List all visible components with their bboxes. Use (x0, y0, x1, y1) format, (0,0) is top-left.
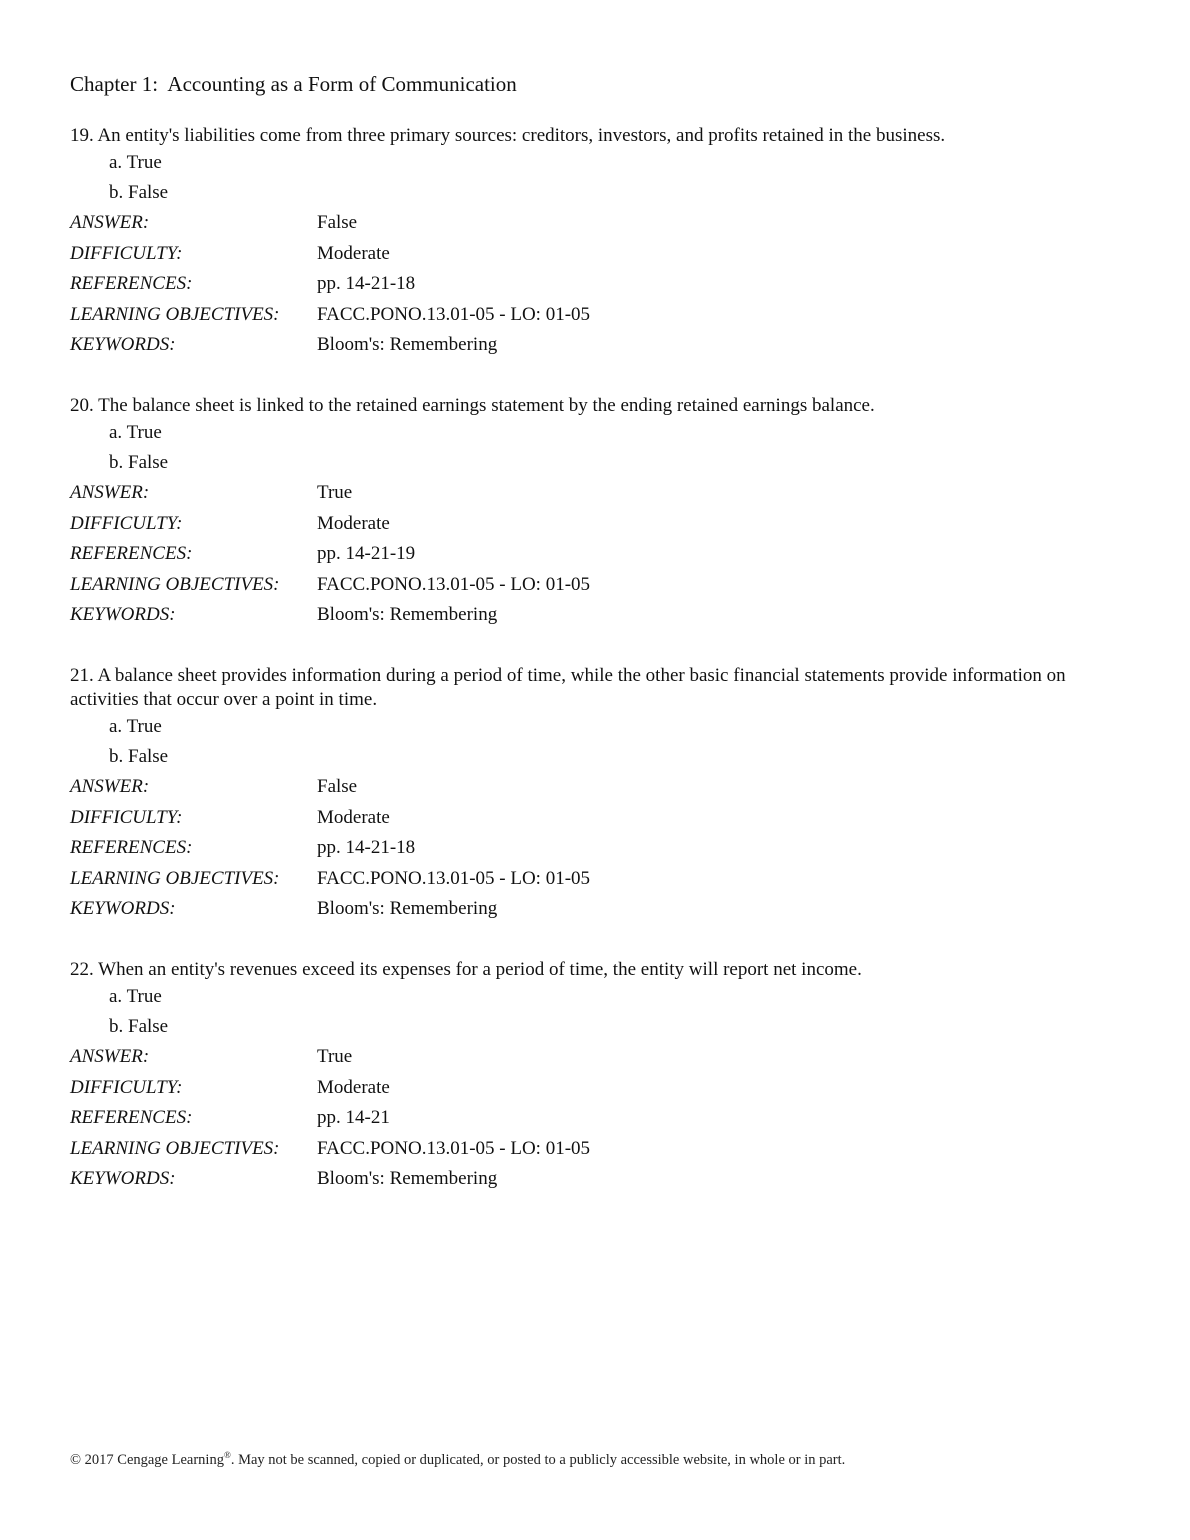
learning-objectives-row (70, 864, 1130, 895)
difficulty-row (70, 803, 1130, 834)
learning-objectives-label: LEARNING OBJECTIVES: (70, 573, 280, 595)
learning-objectives-value: FACC.PONO.13.01-05 - LO: 01-05 (317, 573, 591, 595)
learning-objectives-label: LEARNING OBJECTIVES: (70, 1137, 280, 1159)
question-text: 21. A balance sheet provides information during a period of time, while the other basic financial statements provide information on activities that occur over a point in time. (70, 665, 1066, 710)
answer-row (70, 478, 1130, 509)
answer-value: False (317, 212, 358, 233)
learning-objectives-value: FACC.PONO.13.01-05 - LO: 01-05 (317, 303, 591, 325)
references-label: REFERENCES: (70, 837, 193, 858)
keywords-value: Bloom's: Remembering (317, 1168, 498, 1189)
answer-row (70, 772, 1130, 803)
learning-objectives-label: LEARNING OBJECTIVES: (70, 867, 280, 889)
answer-value: True (317, 482, 353, 503)
question-20 (70, 394, 1130, 631)
keywords-label: KEYWORDS: (70, 898, 176, 919)
references-row (70, 833, 1130, 864)
answer-value: True (317, 1046, 353, 1067)
difficulty-label: DIFFICULTY: (70, 806, 183, 828)
difficulty-row (70, 1073, 1130, 1104)
learning-objectives-row (70, 300, 1130, 331)
keywords-row (70, 1164, 1130, 1195)
keywords-label: KEYWORDS: (70, 1168, 176, 1189)
learning-objectives-row (70, 570, 1130, 601)
difficulty-value: Moderate (317, 242, 390, 264)
keywords-label: KEYWORDS: (70, 604, 176, 625)
option-true: a. True (109, 422, 162, 443)
question-text: 20. The balance sheet is linked to the retained earnings statement by the ending retained earnings balance. (70, 395, 875, 416)
option-false: b. False (109, 1016, 169, 1037)
difficulty-label: DIFFICULTY: (70, 242, 183, 264)
answer-label: ANSWER: (70, 482, 150, 503)
answer-row (70, 208, 1130, 239)
learning-objectives-value: FACC.PONO.13.01-05 - LO: 01-05 (317, 1137, 591, 1159)
difficulty-value: Moderate (317, 512, 390, 534)
references-label: REFERENCES: (70, 543, 193, 564)
option-false: b. False (109, 452, 169, 473)
difficulty-row (70, 239, 1130, 270)
learning-objectives-row (70, 1134, 1130, 1165)
keywords-row (70, 330, 1130, 361)
difficulty-value: Moderate (317, 806, 390, 828)
learning-objectives-value: FACC.PONO.13.01-05 - LO: 01-05 (317, 867, 591, 889)
references-row (70, 269, 1130, 300)
question-21 (70, 664, 1130, 925)
keywords-row (70, 894, 1130, 925)
page-title: Chapter 1: Accounting as a Form of Communication (70, 72, 517, 96)
references-label: REFERENCES: (70, 273, 193, 294)
question-text: 22. When an entity's revenues exceed its expenses for a period of time, the entity will report net income. (70, 959, 862, 980)
option-false: b. False (109, 182, 169, 203)
option-true: a. True (109, 716, 162, 737)
references-value: pp. 14-21-18 (317, 837, 416, 858)
answer-row (70, 1042, 1130, 1073)
question-22 (70, 958, 1130, 1195)
question-text: 19. An entity's liabilities come from three primary sources: creditors, investors, and profits retained in the business. (70, 125, 946, 146)
difficulty-label: DIFFICULTY: (70, 512, 183, 534)
option-false: b. False (109, 746, 169, 767)
references-value: pp. 14-21 (317, 1107, 390, 1128)
answer-label: ANSWER: (70, 776, 150, 797)
difficulty-row (70, 509, 1130, 540)
keywords-label: KEYWORDS: (70, 334, 176, 355)
references-row (70, 539, 1130, 570)
difficulty-value: Moderate (317, 1076, 390, 1098)
registered-mark: ® (223, 1450, 231, 1461)
keywords-value: Bloom's: Remembering (317, 898, 498, 919)
keywords-value: Bloom's: Remembering (317, 334, 498, 355)
references-value: pp. 14-21-18 (317, 273, 416, 294)
copyright-footer (70, 1450, 845, 1470)
answer-value: False (317, 776, 358, 797)
keywords-row (70, 600, 1130, 631)
option-true: a. True (109, 986, 162, 1007)
references-row (70, 1103, 1130, 1134)
keywords-value: Bloom's: Remembering (317, 604, 498, 625)
copyright-prefix: © 2017 Cengage Learning (70, 1452, 224, 1468)
references-label: REFERENCES: (70, 1107, 193, 1128)
references-value: pp. 14-21-19 (317, 543, 416, 564)
answer-label: ANSWER: (70, 1046, 150, 1067)
difficulty-label: DIFFICULTY: (70, 1076, 183, 1098)
learning-objectives-label: LEARNING OBJECTIVES: (70, 303, 280, 325)
question-19 (70, 124, 1130, 361)
answer-label: ANSWER: (70, 212, 150, 233)
copyright-suffix: . May not be scanned, copied or duplicated, or posted to a publicly accessible website, in whole or in part. (230, 1452, 846, 1468)
option-true: a. True (109, 152, 162, 173)
